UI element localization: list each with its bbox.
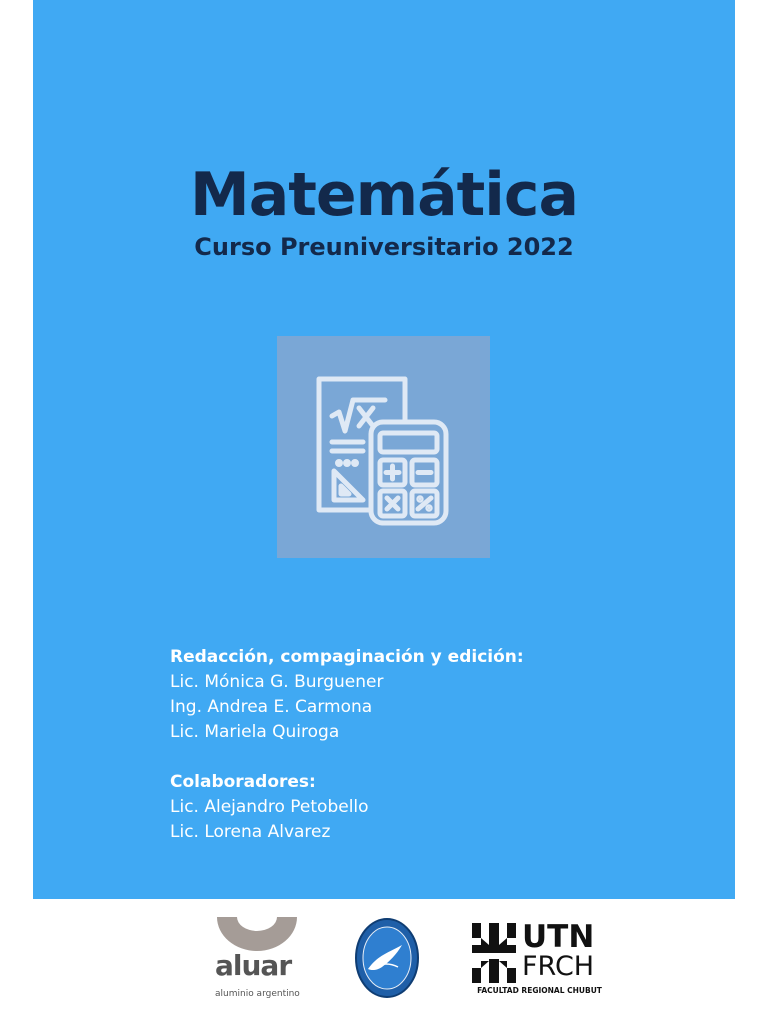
editor-name: Lic. Mariela Quiroga <box>170 722 340 742</box>
sponsor-logos <box>0 899 768 1024</box>
math-calculator-icon <box>277 336 490 558</box>
frch-wordmark: FRCH <box>522 951 595 982</box>
cover-subtitle: Curso Preuniversitario 2022 <box>194 233 574 261</box>
utn-tagline: FACULTAD REGIONAL CHUBUT <box>477 986 602 995</box>
editors-heading: Redacción, compaginación y edición: <box>170 647 524 667</box>
aluar-logo <box>215 917 299 1007</box>
collaborator-name: Lic. Lorena Alvarez <box>170 822 331 842</box>
university-seal-logo <box>354 917 420 999</box>
cover-title: Matemática <box>190 160 578 230</box>
utn-emblem-icon <box>472 923 516 983</box>
aluar-wordmark: aluar <box>215 949 292 982</box>
utn-wordmark: UTN <box>522 919 595 955</box>
credits-block <box>170 644 524 845</box>
aluar-tagline: aluminio argentino <box>215 989 300 999</box>
aluar-arc-icon <box>215 917 299 951</box>
cover-panel <box>33 0 735 899</box>
utn-logo <box>472 921 607 1001</box>
editor-name: Ing. Andrea E. Carmona <box>170 697 373 717</box>
collaborators-heading: Colaboradores: <box>170 772 316 792</box>
editor-name: Lic. Mónica G. Burguener <box>170 672 384 692</box>
collaborator-name: Lic. Alejandro Petobello <box>170 797 369 817</box>
